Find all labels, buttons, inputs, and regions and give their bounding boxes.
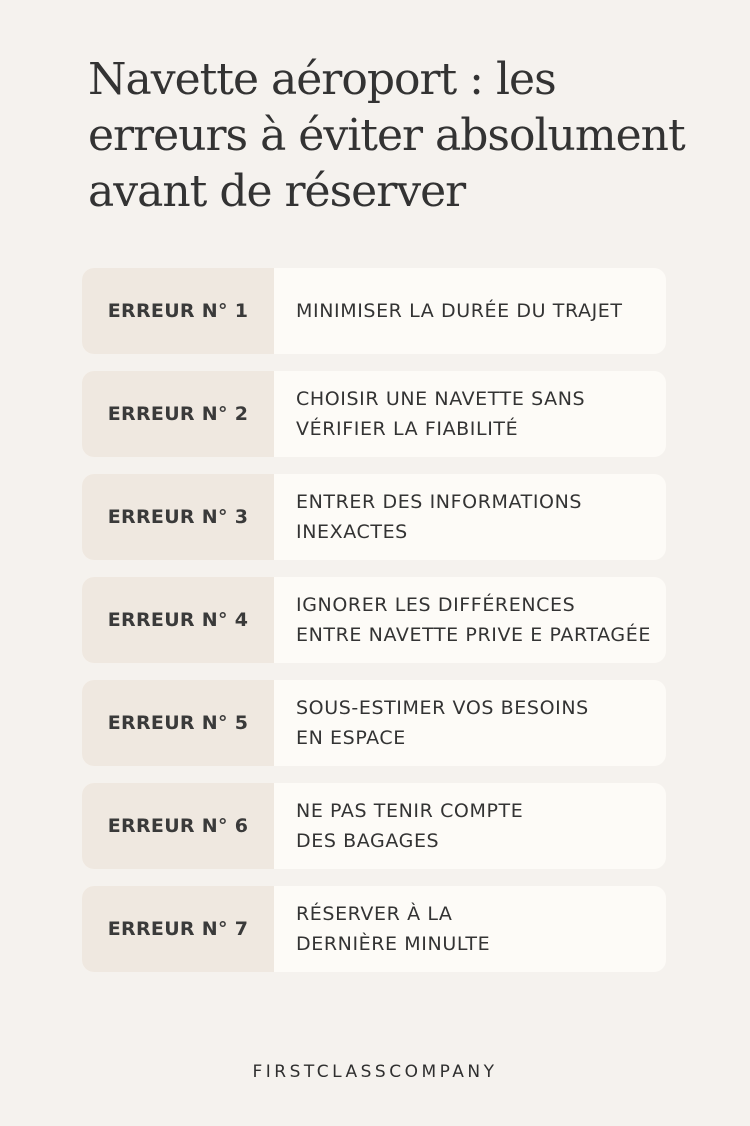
error-row-2 [82, 371, 666, 457]
error-description [274, 886, 666, 972]
error-label: ERREUR N° 3 [82, 474, 274, 560]
error-description-line: INEXACTES [296, 521, 408, 543]
page-title [88, 52, 728, 220]
error-description-line: DERNIÈRE MINULTE [296, 933, 491, 955]
error-row-6 [82, 783, 666, 869]
title-line-3: avant de réserver [88, 166, 466, 217]
error-row-7 [82, 886, 666, 972]
error-description-line: DES BAGAGES [296, 830, 440, 852]
error-description [274, 371, 666, 457]
error-description [274, 680, 666, 766]
error-row-5 [82, 680, 666, 766]
error-label: ERREUR N° 6 [82, 783, 274, 869]
error-description [274, 268, 666, 354]
error-description-line: NE PAS TENIR COMPTE [296, 800, 524, 822]
brand-footer: FIRSTCLASSCOMPANY [252, 1062, 498, 1082]
error-row-3 [82, 474, 666, 560]
error-description-line: ENTRE NAVETTE PRIVE E PARTAGÉE [296, 624, 651, 646]
error-label: ERREUR N° 2 [82, 371, 274, 457]
error-description-line: SOUS-ESTIMER VOS BESOINS [296, 697, 589, 719]
error-description [274, 783, 666, 869]
error-label: ERREUR N° 5 [82, 680, 274, 766]
error-description-line: CHOISIR UNE NAVETTE SANS [296, 388, 586, 410]
error-row-4 [82, 577, 666, 663]
error-description-line: RÉSERVER À LA [296, 903, 453, 925]
error-label: ERREUR N° 4 [82, 577, 274, 663]
errors-list [82, 268, 666, 989]
title-line-1: Navette aéroport : les [88, 54, 556, 105]
error-description-line: MINIMISER LA DURÉE DU TRAJET [296, 300, 623, 322]
error-description-line: ENTRER DES INFORMATIONS [296, 491, 583, 513]
error-description-line: VÉRIFIER LA FIABILITÉ [296, 418, 519, 440]
error-label: ERREUR N° 1 [82, 268, 274, 354]
error-description-line: EN ESPACE [296, 727, 406, 749]
error-description [274, 474, 666, 560]
error-label: ERREUR N° 7 [82, 886, 274, 972]
error-row-1 [82, 268, 666, 354]
error-description [274, 577, 666, 663]
title-line-2: erreurs à éviter absolument [88, 110, 685, 161]
error-description-line: IGNORER LES DIFFÉRENCES [296, 594, 576, 616]
